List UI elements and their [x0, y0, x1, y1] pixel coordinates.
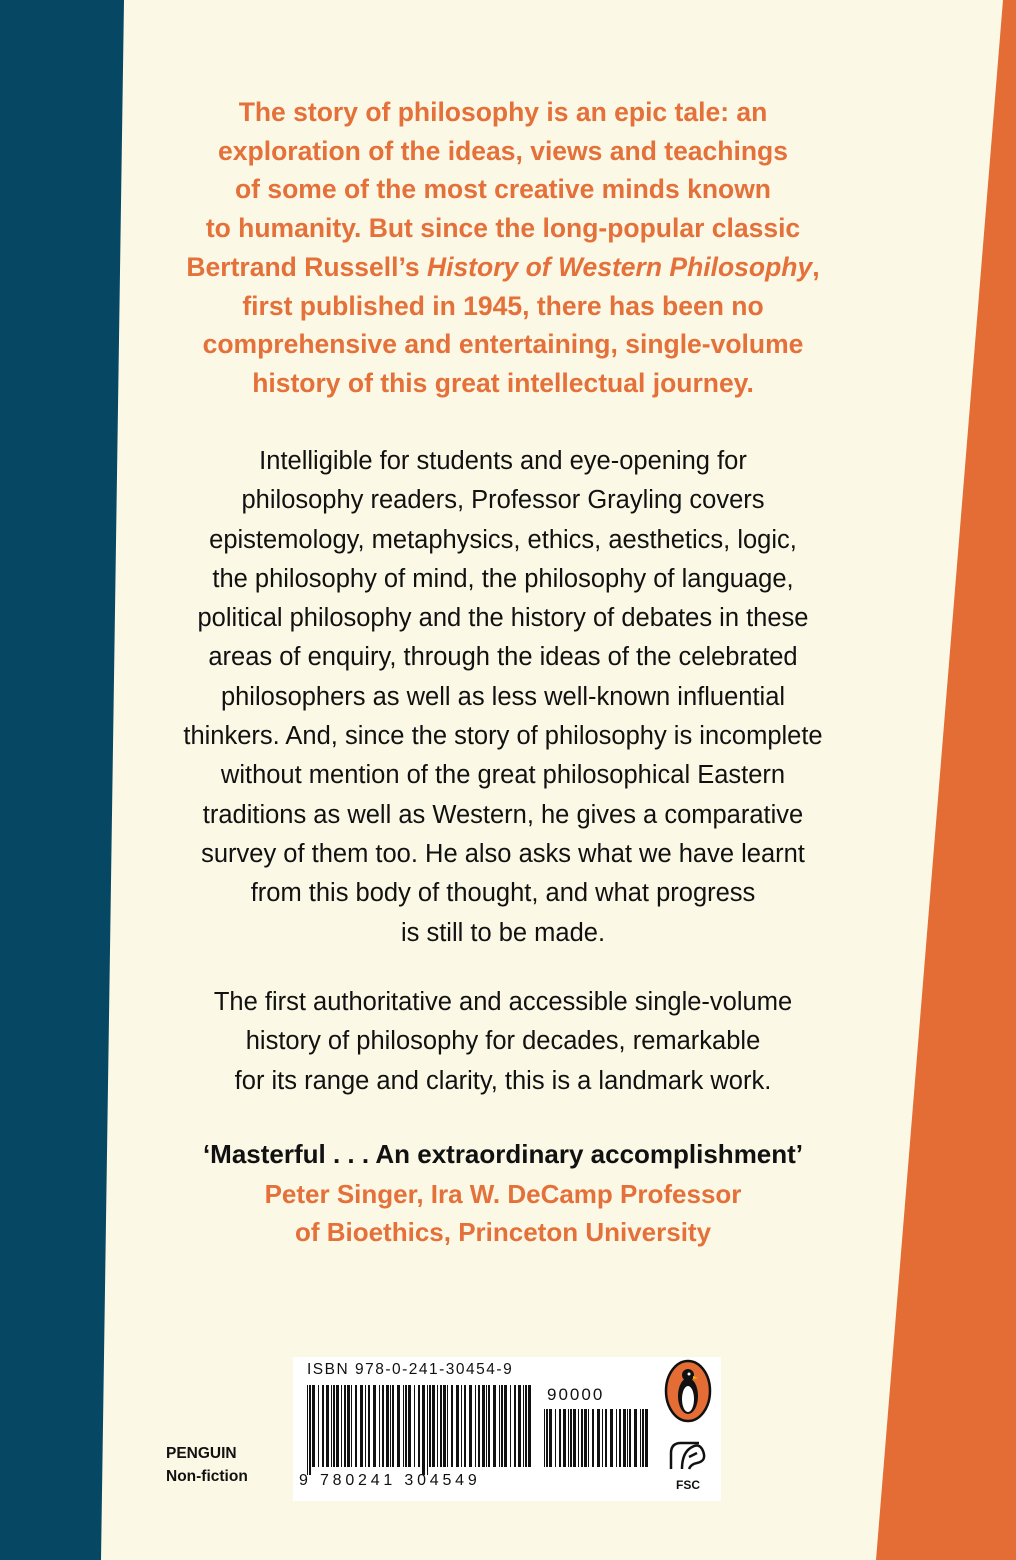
barcode-bar: [486, 1385, 487, 1467]
barcode-panel: [293, 1357, 721, 1501]
lead-line: to humanity. But since the long-popular classic: [205, 213, 801, 244]
body-paragraph: [130, 442, 876, 953]
barcode-bar: [619, 1409, 621, 1467]
barcode-bar: [392, 1385, 394, 1467]
lead-line: comprehensive and entertaining, single-volume: [202, 329, 804, 360]
barcode-bar: [390, 1385, 391, 1467]
barcode-bar: [645, 1409, 648, 1467]
body-line: areas of enquiry, through the ideas of the celebrated: [208, 643, 798, 672]
closing-line: history of philosophy for decades, remarkable: [245, 1027, 761, 1056]
body-line: the philosophy of mind, the philosophy of language,: [212, 564, 794, 593]
barcode-bar: [514, 1385, 516, 1467]
barcode-bar: [312, 1385, 315, 1467]
barcode-bar: [523, 1385, 524, 1467]
barcode-bar: [482, 1385, 485, 1467]
barcode-bar: [504, 1385, 507, 1467]
barcode-bar: [478, 1385, 480, 1467]
barcode-bar: [336, 1385, 339, 1467]
lead-line: Bertrand Russell’s: [186, 251, 427, 282]
barcode-bar: [344, 1385, 346, 1467]
lead-line: first published in 1945, there has been no: [242, 290, 764, 321]
barcode-bar: [546, 1409, 548, 1467]
review-quote: ‘Masterful . . . An extraordinary accomplishment’: [202, 1139, 804, 1169]
left-color-stripe: [0, 0, 140, 1560]
barcode-bar: [581, 1409, 583, 1467]
barcode-bar: [373, 1385, 376, 1467]
barcode-bar: [461, 1385, 462, 1467]
barcode-bar: [351, 1385, 352, 1467]
body-line: political philosophy and the history of debates in these: [197, 604, 809, 633]
lead-line: exploration of the ideas, views and teachings: [218, 135, 788, 166]
barcode-bar: [640, 1409, 641, 1467]
barcode-bar: [488, 1385, 490, 1467]
lead-line: history of this great intellectual journey.: [252, 367, 754, 398]
barcode-bar: [592, 1409, 594, 1467]
barcode-bar: [322, 1385, 324, 1467]
barcode-bar: [309, 1385, 311, 1475]
body-line: thinkers. And, since the story of philosophy is incomplete: [183, 722, 823, 751]
barcode-bar: [549, 1409, 552, 1467]
barcode-bar: [405, 1385, 407, 1467]
barcode-bar: [623, 1409, 626, 1467]
barcode-bar: [437, 1385, 438, 1467]
barcode-bar: [563, 1409, 566, 1467]
barcode-bar: [397, 1385, 400, 1467]
barcode-bar: [578, 1409, 579, 1467]
body-line: Intelligible for students and eye-opening for: [259, 447, 747, 475]
barcode-bar: [447, 1385, 448, 1467]
penguin-logo-icon: [666, 1361, 710, 1421]
barcode-bar: [588, 1409, 589, 1467]
body-line: philosophers as well as less well-known influential: [220, 682, 786, 711]
barcode-bar: [573, 1409, 576, 1467]
barcode-bar: [544, 1409, 545, 1467]
imprint-label: [166, 1442, 248, 1488]
addon-barcode: [544, 1409, 652, 1475]
barcode-bar: [597, 1409, 600, 1467]
body-line: epistemology, metaphysics, ethics, aesthetics, logic,: [209, 525, 797, 554]
barcode-bar: [379, 1385, 380, 1467]
barcode-bar: [605, 1409, 607, 1467]
attribution-line: of Bioethics, Princeton University: [294, 1217, 712, 1247]
barcode-bar: [510, 1385, 511, 1467]
book-title-italic: History of Western Philosophy: [426, 251, 813, 282]
barcode-bar: [414, 1385, 415, 1467]
publisher-name: PENGUIN: [166, 1445, 237, 1462]
barcode-bar: [475, 1385, 476, 1467]
barcode-bar: [616, 1409, 617, 1467]
barcode-bar: [629, 1409, 631, 1467]
barcode-bar: [333, 1385, 335, 1467]
barcode-bar: [499, 1385, 500, 1467]
ean-digits: 9 780241 304549: [299, 1472, 481, 1489]
addon-digits: 90000: [547, 1385, 605, 1404]
barcode-bar: [432, 1385, 435, 1467]
barcode-bar: [326, 1385, 329, 1467]
barcode-bar: [528, 1385, 531, 1467]
barcode-bar: [386, 1385, 389, 1467]
right-color-stripe: [876, 0, 1016, 1560]
closing-line: for its range and clarity, this is a landmark work.: [234, 1066, 772, 1095]
attribution-line: Peter Singer, Ira W. DeCamp Professor: [264, 1179, 742, 1209]
barcode-bar: [451, 1385, 453, 1467]
barcode-bar: [464, 1385, 466, 1467]
barcode-bar: [602, 1409, 603, 1467]
barcode-bar: [382, 1385, 384, 1467]
barcode-bar: [403, 1385, 404, 1467]
barcode-bar: [418, 1385, 420, 1467]
barcode-bar: [318, 1385, 319, 1467]
barcode-bar: [307, 1385, 308, 1475]
barcode-bar: [331, 1385, 332, 1467]
ean-barcode: [307, 1385, 535, 1475]
barcode-bar: [642, 1409, 644, 1467]
barcode-bar: [365, 1385, 366, 1467]
barcode-bar: [518, 1385, 521, 1467]
barcode-bar: [456, 1385, 459, 1467]
lead-punct: ,: [812, 251, 820, 282]
barcode-bar: [568, 1409, 569, 1467]
book-category: Non-fiction: [166, 1468, 248, 1485]
barcode-bar: [429, 1385, 431, 1467]
lead-paragraph: [130, 93, 876, 403]
closing-line: The first authoritative and accessible single-volume: [213, 988, 793, 1016]
barcode-bar: [525, 1385, 527, 1467]
barcode-bar: [469, 1385, 472, 1467]
barcode-bar: [422, 1385, 425, 1475]
isbn-label: ISBN 978-0-241-30454-9: [307, 1361, 514, 1378]
barcode-bar: [610, 1409, 613, 1467]
body-line: without mention of the great philosophical Eastern: [220, 761, 786, 790]
barcode-bar: [440, 1385, 442, 1467]
barcode-bar: [634, 1409, 637, 1467]
barcode-bar: [360, 1385, 363, 1467]
barcode-bar: [501, 1385, 503, 1467]
barcode-bar: [555, 1409, 556, 1467]
body-line: traditions as well as Western, he gives a comparative: [202, 800, 804, 829]
body-line: philosophy readers, Professor Grayling covers: [241, 486, 765, 515]
barcode-bar: [584, 1409, 587, 1467]
barcode-bar: [443, 1385, 446, 1467]
barcode-bar: [368, 1385, 370, 1467]
quote-attribution: [130, 1175, 876, 1251]
barcode-bar: [341, 1385, 342, 1467]
lead-line: The story of philosophy is an epic tale: an: [238, 97, 768, 127]
barcode-bar: [408, 1385, 411, 1467]
body-line: survey of them too. He also asks what we have learnt: [201, 839, 805, 868]
body-line: is still to be made.: [400, 918, 606, 947]
barcode-bar: [570, 1409, 572, 1467]
barcode-bar: [627, 1409, 628, 1467]
barcode-bar: [559, 1409, 561, 1467]
barcode-bar: [427, 1385, 428, 1475]
barcode-bar: [355, 1385, 357, 1467]
fsc-tree-icon: [671, 1443, 704, 1469]
lead-line-with-title: [130, 248, 876, 287]
lead-line: of some of the most creative minds known: [235, 174, 771, 205]
closing-paragraph: [130, 983, 876, 1101]
fsc-label: FSC: [676, 1478, 700, 1492]
body-line: from this body of thought, and what progress: [250, 879, 756, 908]
barcode-bar: [347, 1385, 350, 1467]
barcode-bar: [493, 1385, 496, 1467]
